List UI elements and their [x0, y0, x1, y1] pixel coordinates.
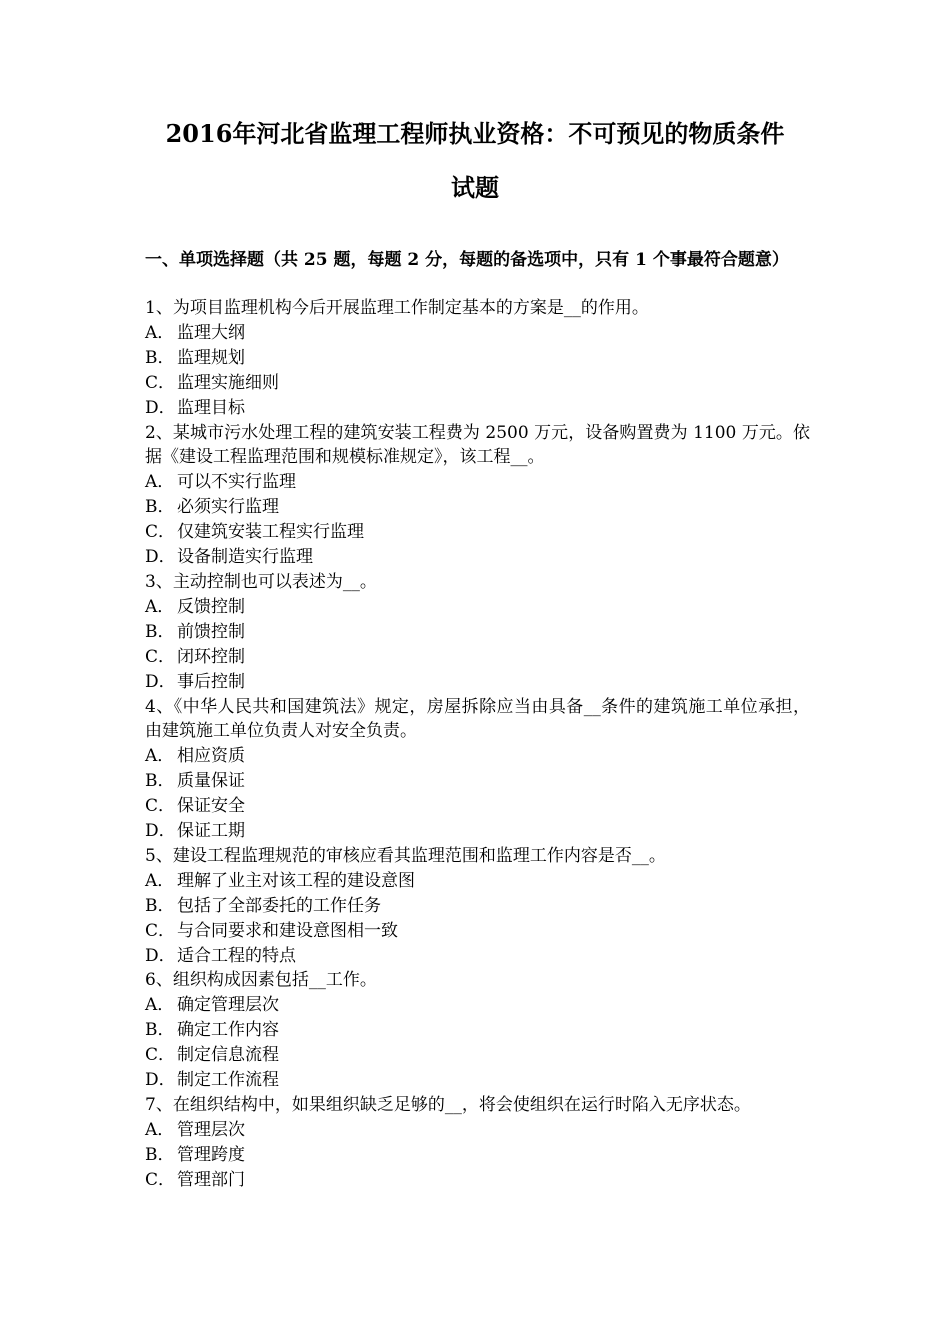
option-text: 与合同要求和建设意图相一致 [177, 920, 398, 941]
answer-option [145, 545, 810, 570]
question-stem: 6、组织构成因素包括__工作。 [145, 970, 377, 991]
option-letter: A． [145, 472, 175, 493]
option-letter: B． [145, 1144, 175, 1165]
option-text: 监理目标 [177, 397, 245, 418]
answer-option [145, 993, 810, 1018]
option-letter: C． [145, 372, 176, 393]
option-text: 适合工程的特点 [177, 945, 296, 966]
option-letter: A． [145, 1119, 175, 1140]
option-text: 确定工作内容 [177, 1020, 279, 1041]
option-letter: D． [145, 1070, 176, 1091]
answer-option [145, 346, 810, 371]
option-letter: A． [145, 596, 175, 617]
answer-option [145, 894, 810, 919]
option-letter: B． [145, 895, 175, 916]
question-item [145, 421, 810, 570]
option-text: 保证安全 [177, 796, 245, 817]
option-letter: B． [145, 1020, 175, 1041]
question-item [145, 844, 810, 969]
option-text: 制定工作流程 [177, 1070, 279, 1091]
option-text: 设备制造实行监理 [177, 547, 313, 568]
answer-option [145, 371, 810, 396]
option-text: 确定管理层次 [177, 995, 279, 1016]
document-title: 2016年河北省监理工程师执业资格：不可预见的物质条件 [165, 119, 785, 148]
option-text: 仅建筑安装工程实行监理 [177, 522, 364, 543]
option-text: 制定信息流程 [177, 1045, 279, 1066]
option-letter: B． [145, 771, 175, 792]
option-text: 事后控制 [177, 671, 245, 692]
answer-option [145, 769, 810, 794]
answer-option [145, 520, 810, 545]
option-text: 监理规划 [177, 347, 245, 368]
option-letter: D． [145, 547, 176, 568]
option-letter: A． [145, 995, 175, 1016]
question-stem: 7、在组织结构中，如果组织缺乏足够的__，将会使组织在运行时陷入无序状态。 [145, 1095, 751, 1115]
option-letter: C． [145, 920, 176, 941]
question-list [145, 296, 810, 1193]
section-heading: 一、单项选择题（共 25 题，每题 2 分，每题的备选项中，只有 1 个事最符合题意） [145, 250, 789, 270]
option-text: 管理跨度 [177, 1144, 245, 1165]
option-text: 监理实施细则 [177, 372, 279, 393]
answer-option [145, 744, 810, 769]
option-text: 管理层次 [177, 1119, 245, 1140]
option-text: 前馈控制 [177, 621, 245, 642]
answer-option [145, 396, 810, 421]
answer-option [145, 321, 810, 346]
question-item [145, 695, 810, 844]
option-letter: C． [145, 1169, 176, 1190]
answer-option [145, 819, 810, 844]
question-stem: 1、为项目监理机构今后开展监理工作制定基本的方案是__的作用。 [145, 298, 649, 318]
question-stem: 4、《中华人民共和国建筑法》规定，房屋拆除应当由具备__条件的建筑施工单位承担，由建筑施工单位负责人对安全负责。 [145, 696, 810, 742]
option-text: 闭环控制 [177, 646, 245, 667]
option-letter: C． [145, 1045, 176, 1066]
option-letter: A． [145, 746, 175, 767]
answer-option [145, 1143, 810, 1168]
answer-option [145, 595, 810, 620]
question-item [145, 1093, 810, 1193]
option-text: 必须实行监理 [177, 497, 279, 518]
answer-option [145, 1068, 810, 1093]
option-letter: C． [145, 522, 176, 543]
answer-option [145, 620, 810, 645]
option-letter: B． [145, 621, 175, 642]
option-text: 保证工期 [177, 821, 245, 842]
answer-option [145, 1043, 810, 1068]
option-text: 可以不实行监理 [177, 472, 296, 493]
option-text: 包括了全部委托的工作任务 [177, 895, 381, 916]
question-item [145, 296, 810, 421]
option-text: 质量保证 [177, 771, 245, 792]
option-letter: D． [145, 397, 176, 418]
option-text: 管理部门 [177, 1169, 245, 1190]
document-title-continued: 试题 [451, 173, 499, 202]
answer-option [145, 1018, 810, 1043]
option-letter: D． [145, 671, 176, 692]
answer-option [145, 919, 810, 944]
option-text: 相应资质 [177, 746, 245, 767]
option-letter: B． [145, 347, 175, 368]
question-item [145, 968, 810, 1093]
option-letter: C． [145, 796, 176, 817]
question-stem: 3、主动控制也可以表述为__。 [145, 571, 377, 592]
answer-option [145, 645, 810, 670]
answer-option [145, 1168, 810, 1193]
question-stem: 2、某城市污水处理工程的建筑安装工程费为 2500 万元，设备购置费为 1100 万元。依据《建设工程监理范围和规模标准规定》，该工程__。 [145, 422, 810, 468]
answer-option [145, 944, 810, 969]
answer-option [145, 1118, 810, 1143]
option-text: 监理大纲 [177, 322, 245, 343]
answer-option [145, 869, 810, 894]
option-text: 理解了业主对该工程的建设意图 [177, 870, 415, 891]
option-letter: D． [145, 821, 176, 842]
option-letter: B． [145, 497, 175, 518]
question-item [145, 570, 810, 695]
option-text: 反馈控制 [177, 596, 245, 617]
answer-option [145, 670, 810, 695]
option-letter: C． [145, 646, 176, 667]
answer-option [145, 794, 810, 819]
option-letter: D． [145, 945, 176, 966]
option-letter: A． [145, 322, 175, 343]
answer-option [145, 495, 810, 520]
answer-option [145, 470, 810, 495]
option-letter: A． [145, 870, 175, 891]
question-stem: 5、建设工程监理规范的审核应看其监理范围和监理工作内容是否__。 [145, 845, 666, 866]
